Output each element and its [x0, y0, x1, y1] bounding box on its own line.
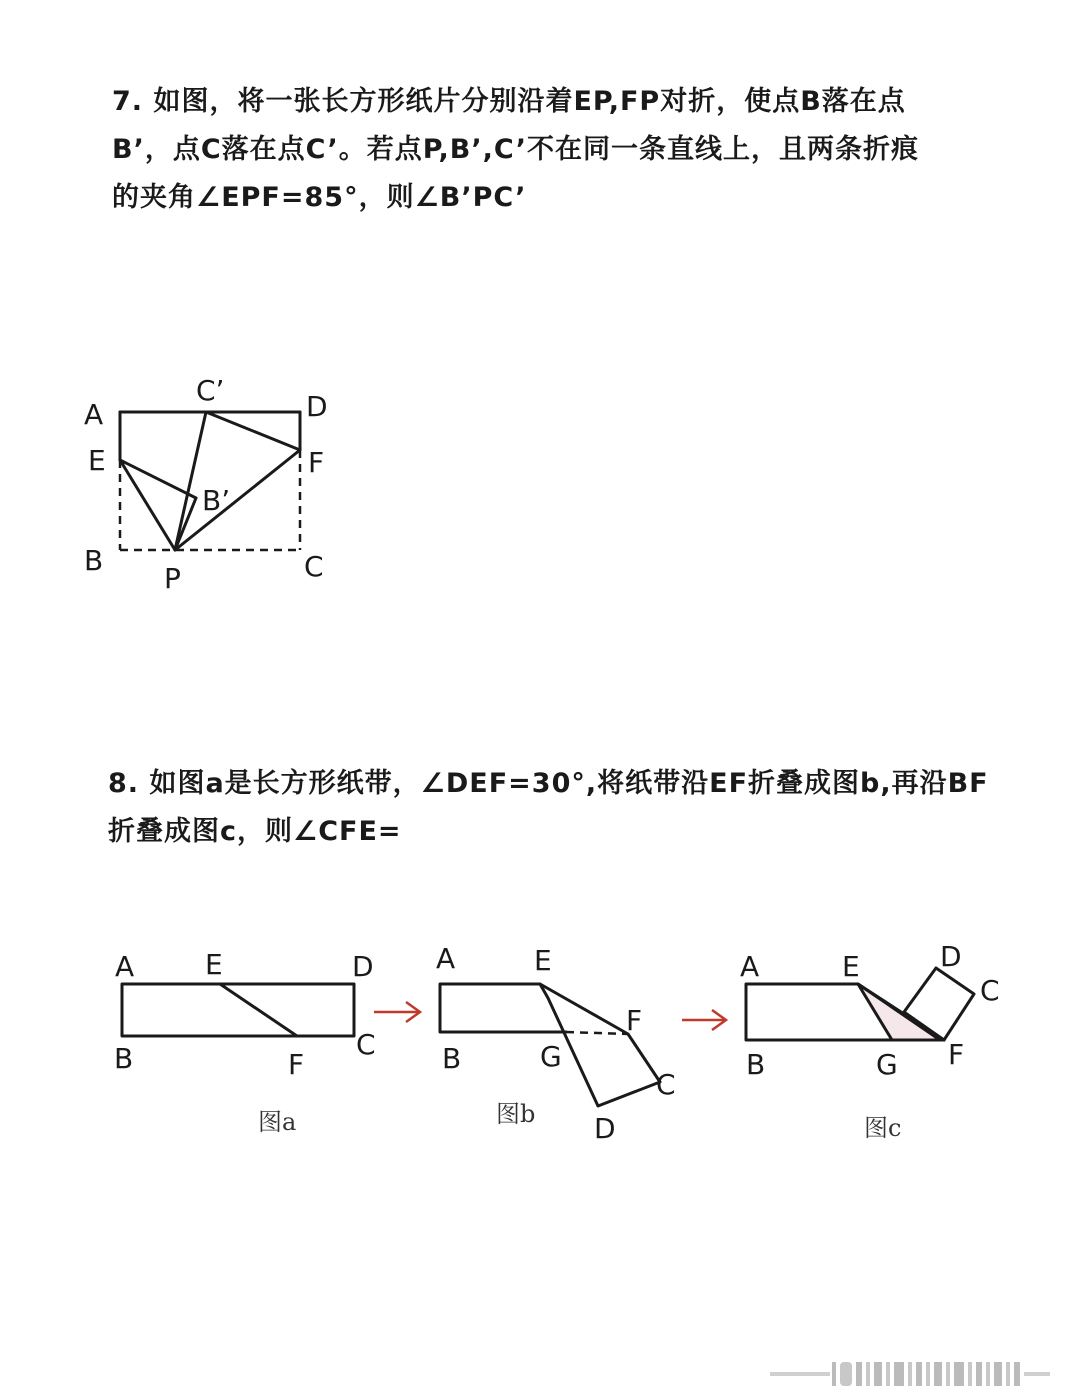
label-F: F [948, 1038, 965, 1071]
problem-8-line-1: 8. 如图a是长方形纸带，∠DEF=30°,将纸带沿EF折叠成图b,再沿BF [108, 768, 989, 799]
figure-7 [84, 374, 328, 595]
label-C: C [356, 1028, 376, 1061]
label-E: E [88, 444, 106, 477]
figure-8b [436, 942, 676, 1145]
label-C: C [304, 550, 324, 583]
label-E: E [205, 948, 223, 981]
label-B: B [84, 544, 104, 577]
figure-8c [740, 940, 1000, 1142]
edge-C-prime-F [206, 412, 300, 450]
label-B: B [746, 1048, 766, 1081]
label-B: B [442, 1042, 462, 1075]
label-G: G [876, 1048, 898, 1081]
label-B-prime: B’ [202, 484, 231, 517]
label-C-prime: C’ [196, 374, 225, 407]
strip-left-part [440, 984, 566, 1032]
caption-b: 图b [496, 1100, 536, 1128]
problem-7-line-3: 的夹角∠EPF=85°，则∠B’PC’ [112, 182, 527, 213]
label-D: D [940, 940, 962, 973]
label-P: P [164, 562, 181, 595]
label-G: G [540, 1040, 562, 1073]
label-A: A [84, 398, 104, 431]
label-F: F [626, 1004, 643, 1037]
label-E: E [842, 950, 860, 983]
strip-rectangle [122, 984, 354, 1036]
dashed-GF [566, 1032, 628, 1034]
problem-8-line-2: 折叠成图c，则∠CFE= [108, 816, 402, 847]
label-D: D [594, 1112, 616, 1145]
label-A: A [740, 950, 760, 983]
label-D: D [306, 390, 328, 423]
label-B: B [114, 1042, 134, 1075]
caption-c: 图c [864, 1114, 902, 1142]
figure-8a [114, 948, 376, 1136]
label-E: E [534, 944, 552, 977]
label-F: F [288, 1048, 305, 1081]
problem-7-line-2: B’，点C落在点C’。若点P,B’,C’不在同一条直线上，且两条折痕 [112, 134, 919, 165]
problem-7-line-1: 7. 如图，将一张长方形纸片分别沿着EP,FP对折，使点B落在点 [112, 86, 906, 117]
caption-a: 图a [258, 1108, 297, 1136]
label-A: A [436, 942, 456, 975]
label-A: A [115, 950, 135, 983]
label-C: C [980, 974, 1000, 1007]
label-F: F [308, 446, 325, 479]
label-D: D [352, 950, 374, 983]
arrow-right-icon [374, 1002, 420, 1022]
label-C: C [656, 1068, 676, 1101]
fold-line-EF [220, 984, 297, 1036]
arrow-right-icon [682, 1010, 726, 1030]
watermark-barcode-icon [770, 1360, 1060, 1388]
